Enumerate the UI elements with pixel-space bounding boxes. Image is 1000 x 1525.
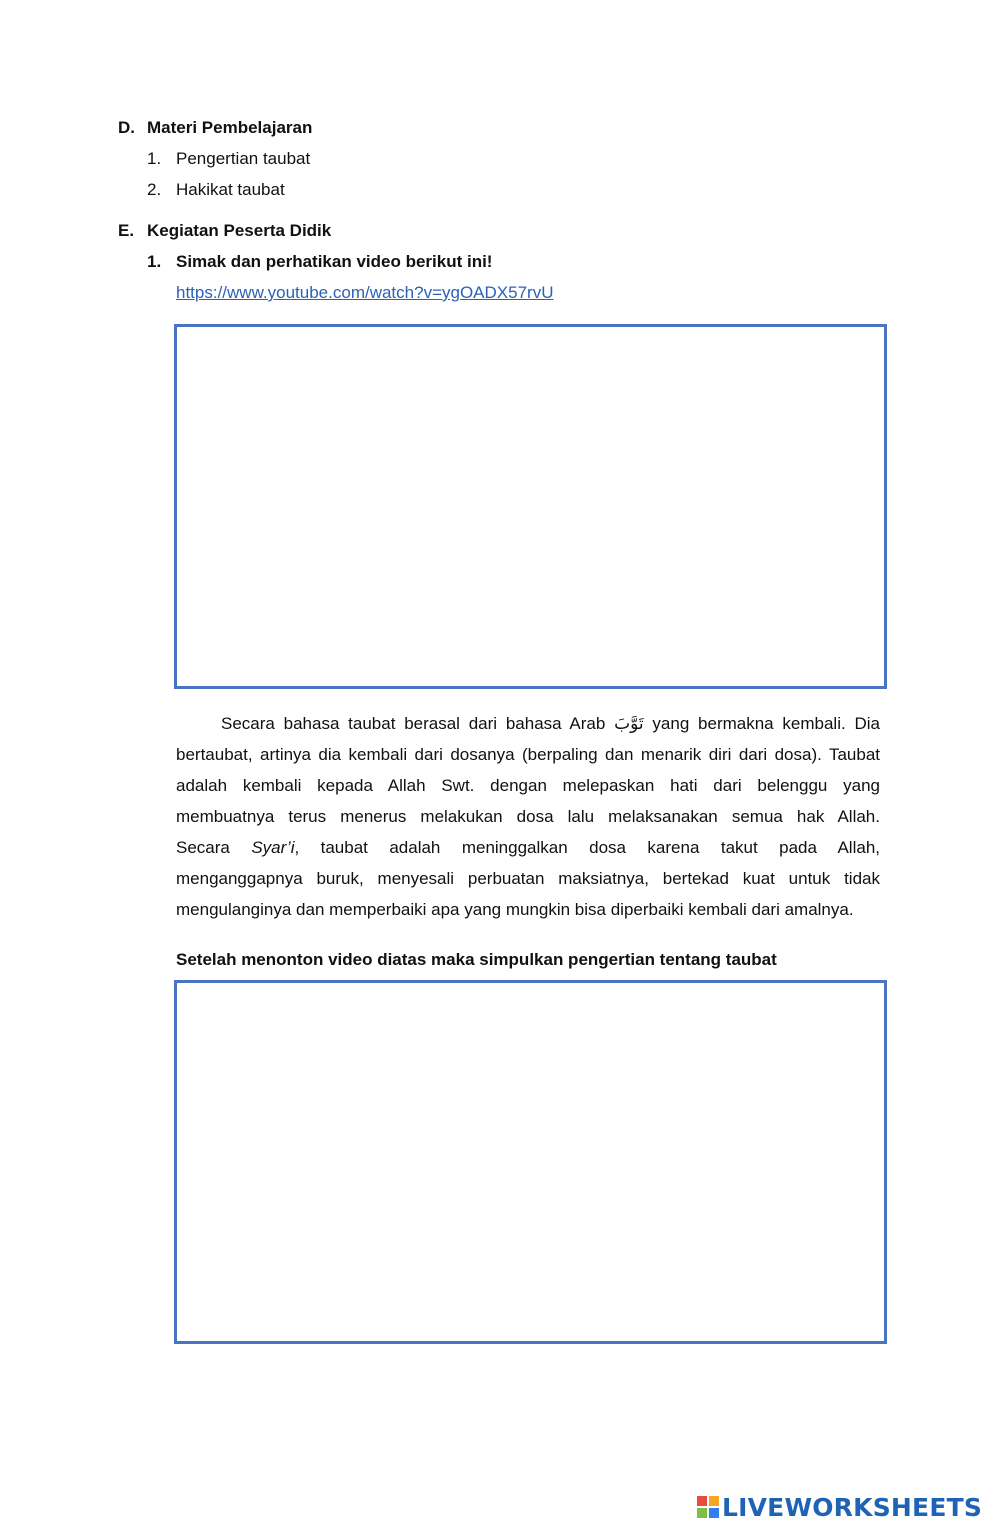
arabic-word: تَوَّبَ <box>614 714 644 734</box>
list-item-label: Pengertian taubat <box>176 149 311 168</box>
paragraph-line: menganggapnya buruk, menyesali perbuatan maksiatnya, bertekad kuat untuk tidak <box>176 869 880 888</box>
liveworksheets-logo <box>697 1490 982 1524</box>
paragraph-line: bertaubat, artinya dia kembali dari dosanya (berpaling dan menarik diri dari dosa). Taubat <box>176 745 880 764</box>
logo-text: LIVEWORKSHEETS <box>722 1492 983 1522</box>
explanation-paragraph <box>176 708 880 925</box>
section-e-marker: E. <box>118 221 135 240</box>
video-embed-frame[interactable] <box>174 324 887 689</box>
paragraph-line: membuatnya terus menerus melakukan dosa lalu melaksanakan semua hak Allah. <box>176 807 880 826</box>
paragraph-line: Secara Syar’i, taubat adalah meninggalkan dosa karena takut pada Allah, <box>176 838 880 857</box>
italic-term: Syar’i <box>251 838 295 857</box>
paragraph-line: adalah kembali kepada Allah Swt. dengan melepaskan hati dari belenggu yang <box>176 776 880 795</box>
question-prompt: Setelah menonton video diatas maka simpulkan pengertian tentang taubat <box>176 950 777 969</box>
logo-blocks-icon <box>697 1496 719 1518</box>
list-item-number: 2. <box>147 180 162 199</box>
list-item-label: Hakikat taubat <box>176 180 285 199</box>
paragraph-line: Secara bahasa taubat berasal dari bahasa Arab تَوَّبَ yang bermakna kembali. Dia <box>221 714 880 734</box>
list-item-number: 1. <box>147 149 162 168</box>
section-d-marker: D. <box>118 118 135 137</box>
video-link[interactable]: https://www.youtube.com/watch?v=ygOADX57rvU <box>176 283 554 302</box>
answer-textarea[interactable] <box>174 980 887 1344</box>
section-d-title: Materi Pembelajaran <box>147 118 313 137</box>
paragraph-line: mengulanginya dan memperbaiki apa yang mungkin bisa diperbaiki kembali dari amalnya. <box>176 900 854 919</box>
step-number: 1. <box>147 252 162 271</box>
section-e-title: Kegiatan Peserta Didik <box>147 221 332 240</box>
step-instruction: Simak dan perhatikan video berikut ini! <box>176 252 493 271</box>
